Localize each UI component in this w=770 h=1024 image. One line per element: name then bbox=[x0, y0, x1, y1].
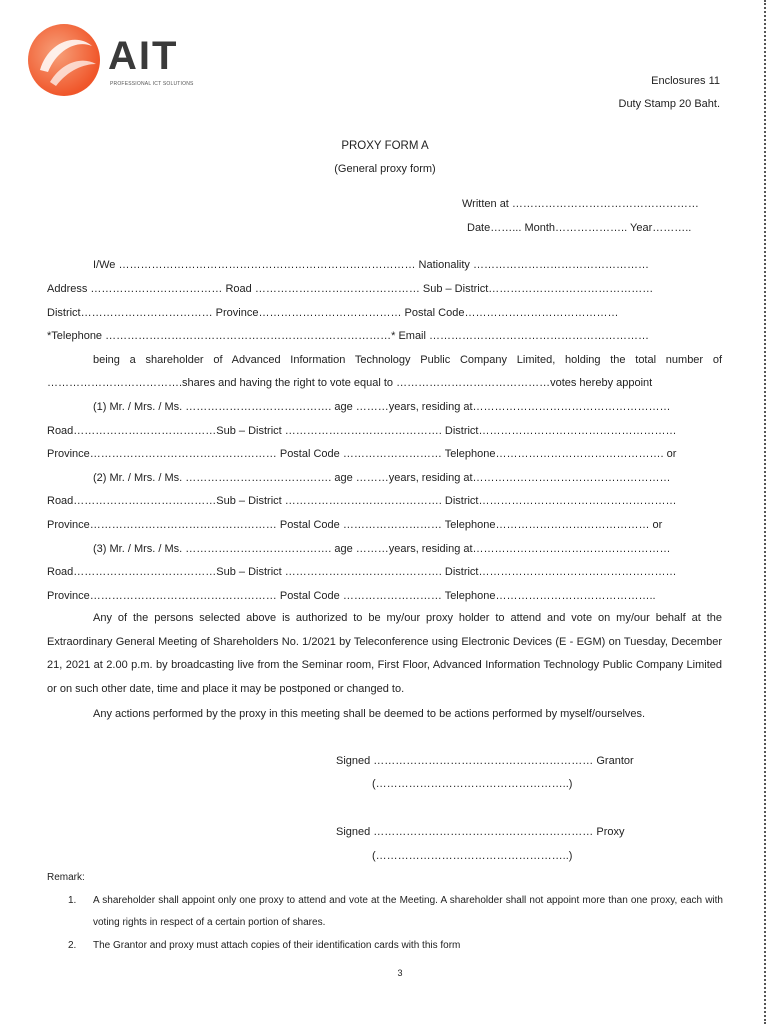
remark-text: A shareholder shall appoint only one proxy to attend and vote at the Meeting. A shareholder shall not appoint more than one proxy, each with voting rights in respect of a certain portion of shares. bbox=[93, 895, 723, 928]
we-nationality-line[interactable]: I/We ……………………………………………………………………… Nationality ………………………………………… bbox=[93, 259, 649, 271]
grantor-signature-line[interactable]: Signed …………………………………………………… Grantor bbox=[336, 755, 634, 767]
proxy-3-road-line[interactable]: Road…………………………………Sub – District ……………………………………. District……………………………………………… bbox=[47, 566, 677, 578]
written-at-field[interactable]: Written at …………………………………………… bbox=[462, 198, 699, 210]
telephone-email-line[interactable]: *Telephone ……………………………………………………………………* Email …………………………………………………… bbox=[47, 330, 650, 342]
proxy-2-name-line[interactable]: (2) Mr. / Mrs. / Ms. …………………………………. age ………years, residing at……………………………………………… bbox=[93, 472, 671, 484]
form-title: PROXY FORM A bbox=[341, 140, 429, 152]
remark-number: 2. bbox=[68, 940, 77, 951]
proxy-name-field[interactable]: (……………………………………………..) bbox=[372, 850, 573, 862]
logo-wordmark: AIT bbox=[108, 34, 179, 78]
actions-statement: Any actions performed by the proxy in this meeting shall be deemed to be actions performed by myself/ourselves. bbox=[93, 708, 646, 720]
grantor-name-field[interactable]: (……………………………………………..) bbox=[372, 778, 573, 790]
remark-label: Remark: bbox=[47, 872, 85, 883]
shares-votes-line[interactable]: ……………………………….shares and having the right to vote equal to ……………………………………votes hereby appoint bbox=[47, 377, 653, 389]
page-edge-dotted-border bbox=[764, 0, 766, 1024]
proxy-1-name-line[interactable]: (1) Mr. / Mrs. / Ms. …………………………………. age ………years, residing at……………………………………………… bbox=[93, 401, 671, 413]
page-number: 3 bbox=[397, 968, 403, 978]
proxy-2-road-line[interactable]: Road…………………………………Sub – District ……………………………………. District……………………………………………… bbox=[47, 495, 677, 507]
proxy-1-province-line[interactable]: Province…………………………………………… Postal Code ……………………… Telephone………………………………………. or bbox=[47, 448, 677, 460]
date-field[interactable]: Date……... Month……………….. Year……….. bbox=[467, 222, 692, 234]
holding-statement: being a shareholder of Advanced Information Technology Public Company Limited, holding the total number of bbox=[93, 354, 722, 366]
proxy-signature-line[interactable]: Signed …………………………………………………… Proxy bbox=[336, 826, 625, 838]
proxy-2-province-line[interactable]: Province…………………………………………… Postal Code ……………………… Telephone…………………………………… or bbox=[47, 519, 663, 531]
logo-tagline: PROFESSIONAL ICT SOLUTIONS bbox=[110, 81, 194, 87]
proxy-3-province-line[interactable]: Province…………………………………………… Postal Code ……………………… Telephone…………………………………….. bbox=[47, 590, 656, 602]
remark-number: 1. bbox=[68, 895, 77, 906]
logo-swirl-icon bbox=[26, 22, 104, 98]
company-logo bbox=[26, 22, 202, 100]
duty-stamp-label: Duty Stamp 20 Baht. bbox=[618, 98, 720, 110]
proxy-1-road-line[interactable]: Road…………………………………Sub – District ……………………………………. District……………………………………………… bbox=[47, 425, 677, 437]
proxy-3-name-line[interactable]: (3) Mr. / Mrs. / Ms. …………………………………. age ………years, residing at……………………………………………… bbox=[93, 543, 671, 555]
district-line[interactable]: District……………………………… Province………………………………… Postal Code…………………………………… bbox=[47, 307, 619, 319]
remark-text: The Grantor and proxy must attach copies of their identification cards with this form bbox=[93, 940, 461, 951]
address-line[interactable]: Address ……………………………… Road ……………………………………… Sub – District……………………………………… bbox=[47, 283, 654, 295]
enclosure-label: Enclosures 11 bbox=[651, 75, 720, 87]
form-subtitle: (General proxy form) bbox=[334, 163, 436, 175]
authorization-paragraph: Any of the persons selected above is authorized to be my/our proxy holder to attend and vote on my/our behalf at the Extraordinary General Meeting of Shareholders No. 1/2021 by Teleconference using Electronic Devices (E - EGM) on Tuesday, December 21, 2021 at 2.00 p.m. by broadcasting live from the Seminar room, First Floor, Advanced Information Technology Public Company Limited or on such other date, time and place it may be postponed or changed to. bbox=[47, 612, 722, 695]
